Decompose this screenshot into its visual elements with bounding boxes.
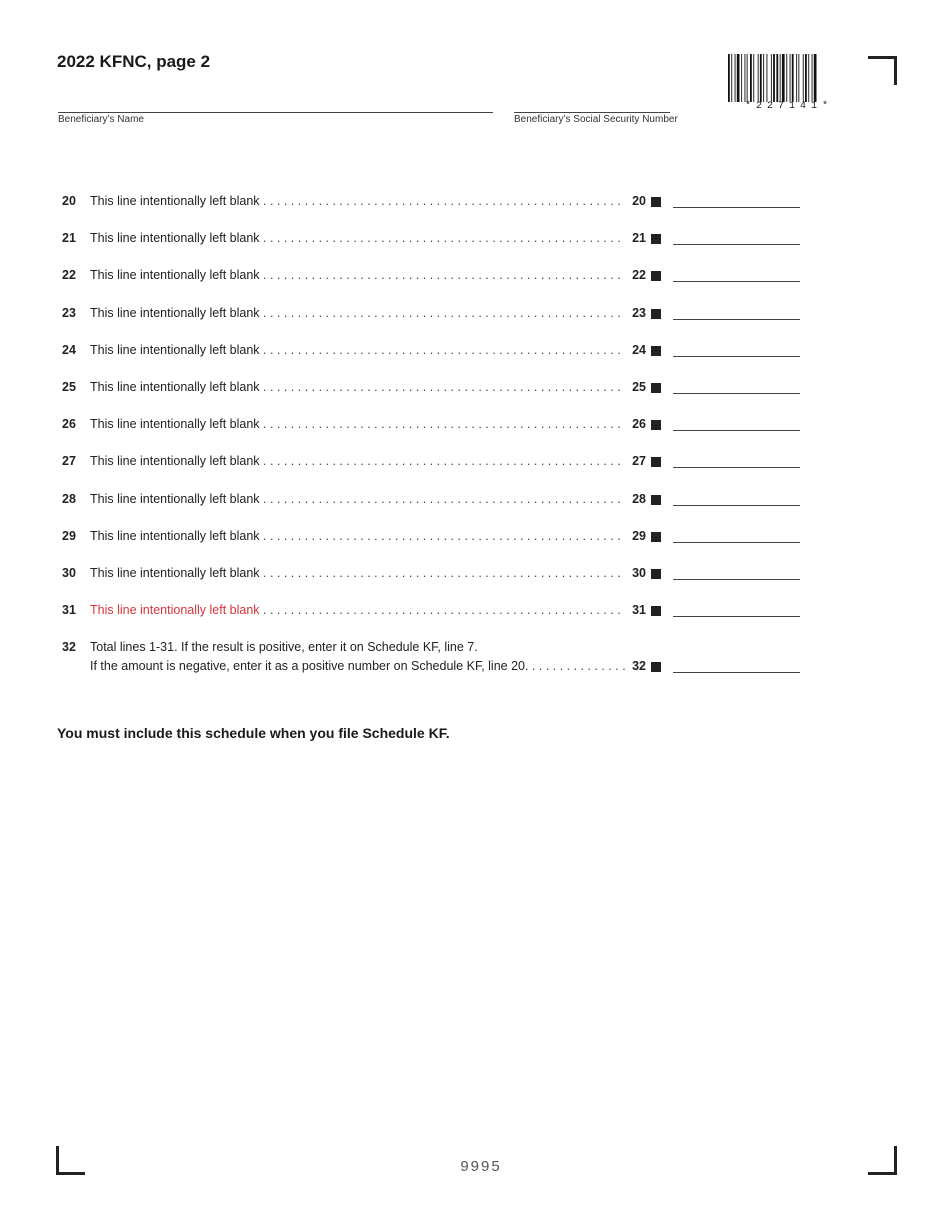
line-ref-number: 29 [632,528,646,543]
line-ref-number: 31 [632,603,646,618]
barcode-bar [771,54,772,102]
line-27-row [0,454,950,474]
square-marker-icon [651,495,661,505]
barcode-bar [792,54,794,102]
barcode-bar [782,54,785,102]
barcode-text: *227141* [744,101,833,112]
line-ref-number: 28 [632,491,646,506]
line-ref-number: 25 [632,380,646,394]
beneficiary-ssn-field[interactable] [514,112,670,113]
barcode-bar [767,54,768,102]
line-24-amount-field[interactable] [673,356,800,357]
registration-mark-top-right [868,56,897,85]
line-number: 29 [62,528,76,543]
line-number: 21 [62,231,76,246]
barcode-bar [773,54,775,102]
square-marker-icon [651,606,661,616]
line-number: 23 [62,305,76,320]
instruction-note: You must include this schedule when you file Schedule KF. [57,725,450,741]
line-number: 24 [62,342,76,357]
line-number: 32 [62,640,76,654]
square-marker-icon [651,532,661,542]
line-number: 28 [62,491,76,506]
line-32-description-1: Total lines 1-31. If the result is positive, enter it on Schedule KF, line 7. [90,640,478,654]
line-ref-number: 20 [632,194,646,208]
line-29-amount-field[interactable] [673,542,800,543]
beneficiary-name-field[interactable] [58,112,493,113]
barcode-bar [747,54,748,102]
line-28-row [0,492,950,512]
line-description: This line intentionally left blank . . . [90,231,625,245]
line-21-amount-field[interactable] [673,244,800,245]
line-description: This line intentionally left blank . . . [90,194,625,208]
line-description: This line intentionally left blank . . . [90,454,625,468]
line-description: This line intentionally left blank . . . [90,268,625,282]
line-26-row [0,417,950,437]
barcode-bar [812,54,813,102]
line-30-row [0,566,950,586]
barcode-bar [745,54,746,102]
line-number: 26 [62,417,76,432]
line-number: 30 [62,566,76,580]
line-ref-number: 26 [632,417,646,432]
line-ref-number: 21 [632,231,646,246]
square-marker-icon [651,346,661,356]
line-number: 31 [62,603,76,618]
line-description: This line intentionally left blank . . . [90,306,625,320]
line-ref-number: 23 [632,305,646,320]
barcode-bar [728,54,730,102]
line-ref-number: 22 [632,268,646,283]
line-25-row [0,380,950,400]
line-22-row [0,268,950,288]
square-marker-icon [651,457,661,467]
line-number: 25 [62,380,76,394]
line-23-amount-field[interactable] [673,319,800,320]
line-number: 27 [62,454,76,469]
barcode-bar [753,54,754,102]
page-title: 2022 KFNC, page 2 [57,52,211,71]
barcode-bar [735,54,736,102]
barcode-bar [741,54,742,102]
line-29-row [0,529,950,549]
beneficiary-name-label: Beneficiary’s Name [58,114,144,125]
square-marker-icon [651,197,661,207]
line-number: 20 [62,194,76,208]
barcode-bar [763,54,764,102]
line-22-amount-field[interactable] [673,281,800,282]
line-27-amount-field[interactable] [673,467,800,468]
barcode-bar [814,54,817,102]
barcode-bar [776,54,778,102]
line-21-row [0,231,950,251]
line-description: This line intentionally left blank . . . [90,566,625,580]
line-23-row [0,306,950,326]
square-marker-icon [651,569,661,579]
barcode-bar [786,54,787,102]
line-description: This line intentionally left blank . . . [90,417,625,431]
barcode-bar [758,54,759,102]
square-marker-icon [651,309,661,319]
square-marker-icon [651,383,661,393]
line-description: This line intentionally left blank . . . [90,343,625,357]
line-description: This line intentionally left blank . . . [90,492,625,506]
line-32-amount-field[interactable] [673,672,800,673]
line-26-amount-field[interactable] [673,430,800,431]
barcode-bar [808,54,809,102]
form-footer-code: 9995 [460,1158,502,1175]
line-31-amount-field[interactable] [673,616,800,617]
barcode-bar [796,54,797,102]
line-20-amount-field[interactable] [673,207,800,208]
barcode-bar [750,54,752,102]
line-24-row [0,343,950,363]
line-description: This line intentionally left blank . . . [90,529,625,543]
beneficiary-ssn-label: Beneficiary’s Social Security Number [514,114,678,125]
line-number: 22 [62,268,76,283]
square-marker-icon [651,420,661,430]
line-20-row [0,194,950,214]
barcode-bar [780,54,781,102]
line-32-total-row [0,659,950,679]
barcode [728,54,850,102]
square-marker-icon [651,234,661,244]
barcode-bar [731,54,732,102]
line-31-row [0,603,950,623]
line-ref-number: 32 [632,659,646,673]
barcode-bar [805,54,807,102]
line-description: This line intentionally left blank . . . [90,380,625,394]
line-28-amount-field[interactable] [673,505,800,506]
barcode-bar [760,54,762,102]
barcode-bar [803,54,804,102]
line-ref-number: 24 [632,342,646,357]
line-ref-number: 27 [632,454,646,469]
barcode-bar [790,54,791,102]
line-32-description-2: If the amount is negative, enter it as a positive number on Schedule KF, line 20. . . . [90,659,625,673]
line-ref-number: 30 [632,566,646,580]
barcode-bar [798,54,799,102]
square-marker-icon [651,662,661,672]
line-25-amount-field[interactable] [673,393,800,394]
line-30-amount-field[interactable] [673,579,800,580]
line-description: This line intentionally left blank . . . [90,603,625,617]
square-marker-icon [651,271,661,281]
barcode-bar [737,54,740,102]
